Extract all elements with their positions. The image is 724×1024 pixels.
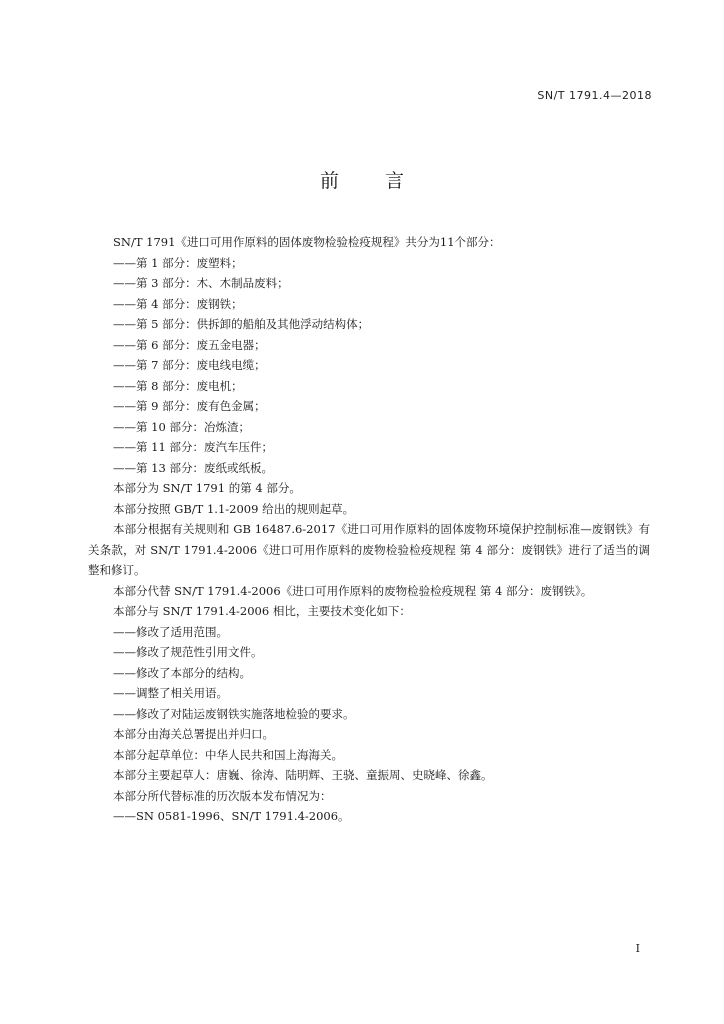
list-item: ——第 6 部分：废五金电器； — [113, 337, 266, 352]
changes-list — [88, 622, 650, 725]
list-item: ——第 13 部分：废纸或纸板。 — [113, 460, 273, 475]
list-item: ——修改了规范性引用文件。 — [113, 645, 263, 659]
drafting-rule-line: 本部分按照 GB/T 1.1-2009 给出的规则起草。 — [113, 501, 355, 516]
list-item: ——第 8 部分：废电机； — [113, 378, 243, 393]
parts-list — [88, 253, 650, 479]
part-of-line: 本部分为 SN/T 1791 的第 4 部分。 — [113, 481, 301, 495]
standard-code: SN/T 1791.4—2018 — [537, 89, 652, 102]
replaces-line: 本部分代替 SN/T 1791.4-2006《进口可用作原料的废物检验检疫规程 第 4 部分：废钢铁》。 — [113, 583, 593, 598]
drafting-units-line: 本部分起草单位：中华人民共和国上海海关。 — [113, 747, 343, 762]
history-line: ——SN 0581-1996、SN/T 1791.4-2006。 — [113, 809, 350, 823]
list-item: ——修改了对陆运废钢铁实施落地检验的要求。 — [113, 706, 355, 721]
list-item: ——第 4 部分：废钢铁； — [113, 296, 243, 311]
page-number: I — [635, 942, 640, 955]
basis-paragraph: 本部分根据有关规则和 GB 16487.6-2017《进口可用作原料的固体废物环境保护控制标准—废钢铁》有关条款，对 SN/T 1791.4-2006《进口可用作原料的废物检验检疫规程 第 4 部分：废钢铁》进行了适当的调整和修订。 — [88, 522, 650, 577]
intro-line: SN/T 1791《进口可用作原料的固体废物检验检疫规程》共分为11个部分： — [113, 235, 501, 249]
page-title: 前 言 — [319, 170, 425, 192]
proposed-by-line: 本部分由海关总署提出并归口。 — [113, 727, 274, 741]
list-item: ——第 7 部分：废电线电缆； — [113, 358, 266, 372]
changes-intro-line: 本部分与 SN/T 1791.4-2006 相比，主要技术变化如下： — [113, 604, 411, 618]
list-item: ——第 5 部分：供拆卸的船舶及其他浮动结构体； — [113, 317, 370, 331]
list-item: ——第 1 部分：废塑料； — [113, 255, 243, 270]
drafters-line: 本部分主要起草人：唐巍、徐涛、陆明辉、王骁、童振周、史晓峰、徐鑫。 — [113, 768, 493, 782]
history-intro-line: 本部分所代替标准的历次版本发布情况为： — [113, 788, 332, 803]
list-item: ——调整了相关用语。 — [113, 686, 228, 700]
list-item: ——修改了本部分的结构。 — [113, 665, 251, 680]
foreword-body — [88, 232, 650, 827]
list-item: ——第 9 部分：废有色金属； — [113, 399, 266, 413]
list-item: ——第 10 部分：冶炼渣； — [113, 419, 250, 434]
list-item: ——修改了适用范围。 — [113, 624, 228, 639]
list-item: ——第 3 部分：木、木制品废料； — [113, 276, 289, 290]
list-item: ——第 11 部分：废汽车压件； — [113, 440, 273, 454]
